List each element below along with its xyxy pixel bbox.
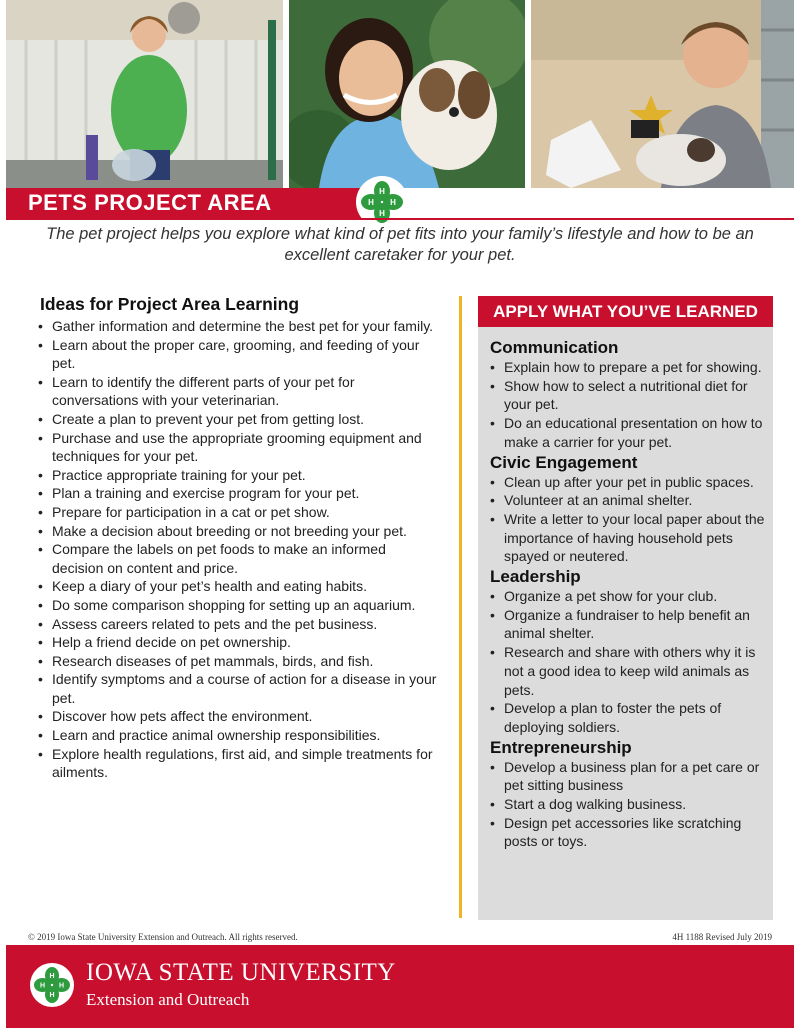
photo-boy-with-cat-trophy [531, 0, 794, 188]
idea-item: • Research diseases of pet mammals, birds, and fish. [38, 652, 438, 671]
apply-heading: APPLY WHAT YOU’VE LEARNED [478, 296, 773, 327]
svg-text:H: H [379, 209, 385, 218]
university-name: IOWA STATE UNIVERSITY [86, 959, 396, 986]
apply-item: • Do an educational presentation on how to make a carrier for your pet. [490, 414, 765, 451]
svg-text:H: H [58, 982, 65, 990]
four-h-clover-icon [356, 176, 408, 228]
apply-content [490, 337, 765, 851]
svg-text:H: H [368, 198, 374, 207]
apply-item: • Volunteer at an animal shelter. [490, 491, 765, 510]
apply-item: • Show how to select a nutritional diet for your pet. [490, 377, 765, 414]
footer-clover-icon [30, 963, 74, 1007]
title-rule [6, 218, 794, 220]
idea-item: • Practice appropriate training for your pet. [38, 466, 438, 485]
photo-strip [6, 0, 794, 188]
apply-section-title: Entrepreneurship [490, 737, 632, 757]
ideas-section [38, 294, 438, 782]
column-divider [459, 296, 462, 918]
extension-name: Extension and Outreach [86, 990, 250, 1009]
apply-item: • Organize a fundraiser to help benefit an animal shelter. [490, 606, 765, 643]
apply-section-title: Leadership [490, 567, 581, 587]
idea-item: • Identify symptoms and a course of action for a disease in your pet. [38, 670, 438, 707]
idea-item: • Purchase and use the appropriate grooming equipment and techniques for your pet. [38, 429, 438, 466]
idea-item: • Create a plan to prevent your pet from getting lost. [38, 410, 438, 429]
idea-item: • Learn and practice animal ownership responsibilities. [38, 726, 438, 745]
apply-item: • Organize a pet show for your club. [490, 587, 765, 606]
svg-text:H: H [49, 973, 55, 980]
idea-item: • Help a friend decide on pet ownership. [38, 633, 438, 652]
idea-item: • Plan a training and exercise program for your pet. [38, 484, 438, 503]
idea-item: • Keep a diary of your pet’s health and eating habits. [38, 577, 438, 596]
svg-text:H: H [379, 187, 385, 196]
apply-section-list [490, 358, 765, 452]
apply-item: • Develop a plan to foster the pets of deploying soldiers. [490, 699, 765, 736]
photo-girl-with-fishbowl [6, 0, 283, 188]
publication-code: 4H 1188 Revised July 2019 [672, 932, 772, 942]
ideas-list [38, 317, 438, 782]
apply-item: • Start a dog walking business. [490, 795, 765, 814]
svg-text:H: H [390, 198, 396, 207]
apply-item: • Develop a business plan for a pet care or pet sitting business [490, 758, 765, 795]
copyright-note: © 2019 Iowa State University Extension and Outreach. All rights reserved. [28, 932, 298, 942]
svg-text:H: H [39, 982, 46, 990]
apply-item: • Explain how to prepare a pet for showing. [490, 358, 765, 377]
idea-item: • Learn about the proper care, grooming, and feeding of your pet. [38, 336, 438, 373]
idea-item: • Do some comparison shopping for setting up an aquarium. [38, 596, 438, 615]
idea-item: • Assess careers related to pets and the pet business. [38, 615, 438, 634]
page-title: PETS PROJECT AREA [6, 188, 364, 218]
idea-item: • Discover how pets affect the environment. [38, 707, 438, 726]
apply-item: • Research and share with others why it is not a good idea to keep wild animals as pets. [490, 643, 765, 699]
idea-item: • Gather information and determine the best pet for your family. [38, 317, 438, 336]
apply-item: • Clean up after your pet in public spaces. [490, 473, 765, 492]
apply-section-list [490, 758, 765, 852]
apply-item: • Write a letter to your local paper about the importance of having household pets spayed or neutered. [490, 510, 765, 566]
apply-section-list [490, 587, 765, 737]
apply-section-list [490, 473, 765, 567]
idea-item: • Prepare for participation in a cat or pet show. [38, 503, 438, 522]
apply-section-title: Civic Engagement [490, 452, 638, 472]
idea-item: • Explore health regulations, first aid, and simple treatments for ailments. [38, 745, 438, 782]
idea-item: • Make a decision about breeding or not breeding your pet. [38, 522, 438, 541]
idea-item: • Compare the labels on pet foods to make an informed decision on content and price. [38, 540, 438, 577]
footer-banner [6, 945, 794, 1028]
svg-text:H: H [49, 992, 55, 999]
apply-section-title: Communication [490, 338, 619, 357]
ideas-heading: Ideas for Project Area Learning [40, 294, 300, 314]
apply-item: • Design pet accessories like scratching posts or toys. [490, 814, 765, 851]
idea-item: • Learn to identify the different parts of your pet for conversations with your veterinarian. [38, 373, 438, 410]
photo-girl-with-puppy [289, 0, 525, 188]
intro-text: The pet project helps you explore what kind of pet fits into your family’s lifestyle and how to be an excellent caretaker for your pet. [46, 225, 754, 264]
